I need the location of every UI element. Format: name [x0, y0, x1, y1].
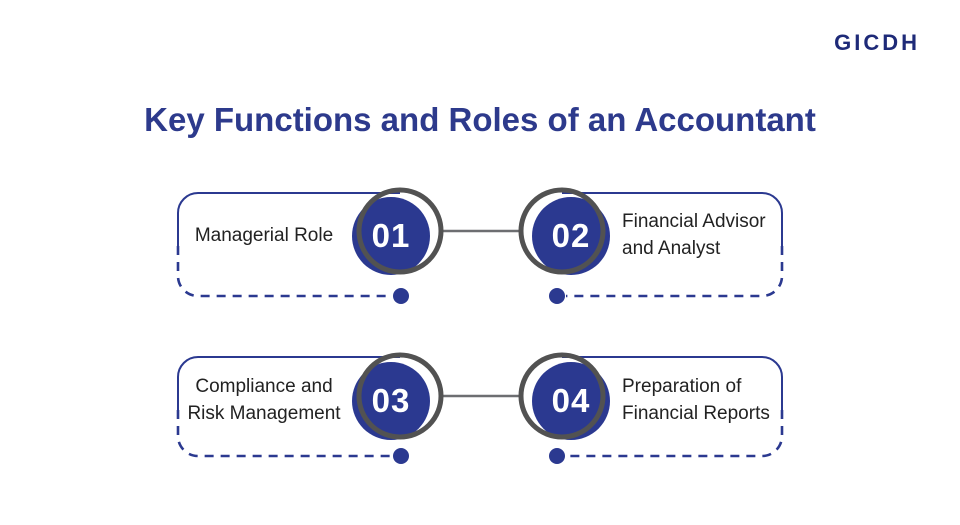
step-02-label: Financial Advisor and Analyst	[622, 211, 766, 259]
step-02-number: 02	[551, 217, 591, 254]
step-01-number: 01	[371, 217, 411, 254]
step-04-number: 04	[551, 382, 591, 419]
page-title: Key Functions and Roles of an Accountant	[144, 101, 816, 138]
step-01-label: Managerial Role	[194, 224, 334, 246]
marker-dot-02	[549, 288, 565, 304]
step-04-label: Preparation of Financial Reports	[622, 376, 770, 424]
marker-dot-04	[549, 448, 565, 464]
step-03-label: Compliance and Risk Management	[187, 376, 341, 424]
marker-dot-01	[393, 288, 409, 304]
step-03-number: 03	[371, 382, 411, 419]
giddh-logo: GICDH	[834, 30, 920, 55]
marker-dot-03	[393, 448, 409, 464]
